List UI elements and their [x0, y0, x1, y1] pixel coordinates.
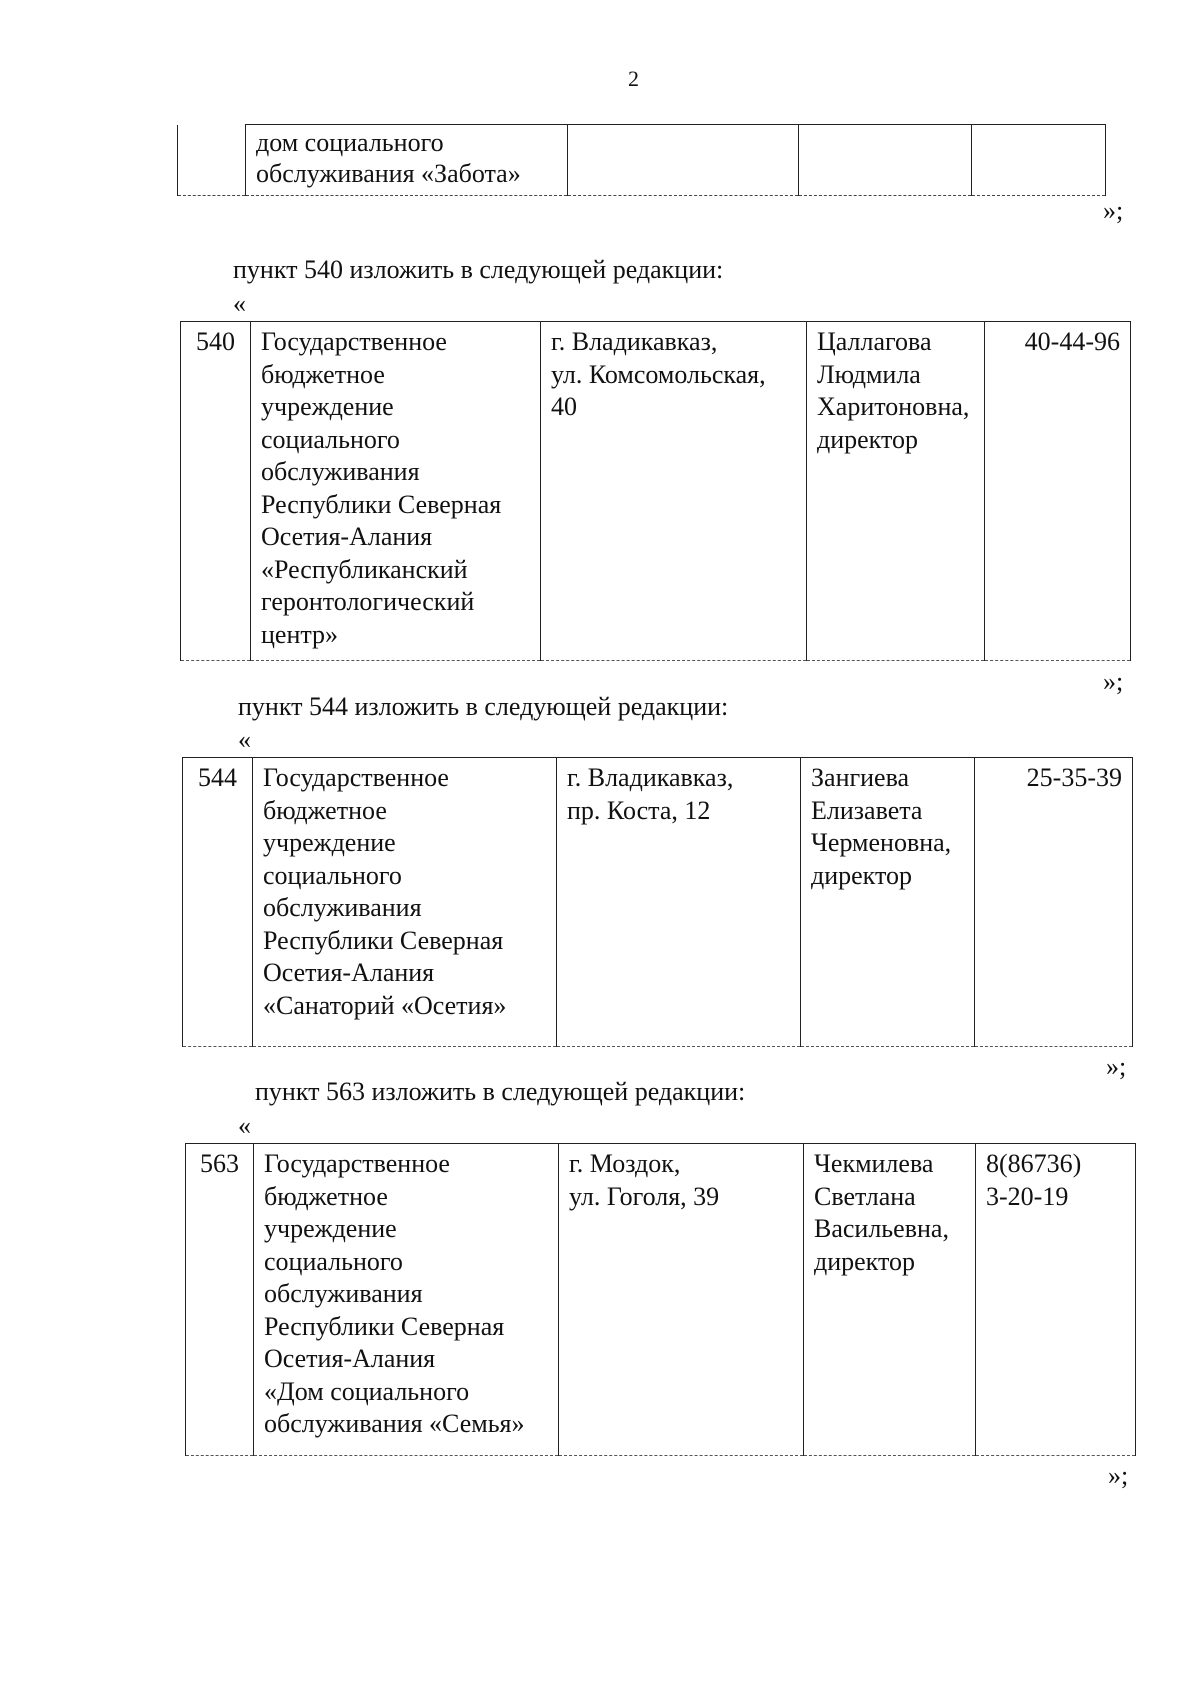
institution-name-cell: Государственное бюджетное учреждение социального обслуживания Республики Северная Осетия-Алания «Дом социального обслуживания «Семья»	[254, 1144, 559, 1456]
director-cell: Зангиева Елизавета Черменовна, директор	[801, 758, 975, 1047]
instruction-540: пункт 540 изложить в следующей редакции:	[233, 255, 724, 284]
entry-table-563	[185, 1143, 1136, 1456]
instruction-563: пункт 563 изложить в следующей редакции:	[255, 1077, 746, 1106]
entry-table-540	[180, 321, 1131, 661]
continuation-table	[177, 124, 1106, 196]
address-cell: г. Владикавказ, пр. Коста, 12	[557, 758, 801, 1047]
opening-quote: «	[233, 289, 246, 318]
phone-cell: 40-44-96	[985, 322, 1131, 661]
page-number: 2	[628, 66, 639, 91]
phone-cell: 25-35-39	[975, 758, 1133, 1047]
table-row	[178, 125, 1106, 196]
closing-quote: »;	[1108, 1461, 1129, 1490]
number-cell	[178, 125, 246, 196]
instruction-544: пункт 544 изложить в следующей редакции:	[238, 692, 729, 721]
number-cell: 563	[186, 1144, 254, 1456]
institution-name-cell: дом социального обслуживания «Забота»	[246, 125, 568, 196]
opening-quote: «	[238, 1111, 251, 1140]
director-cell: Чекмилева Светлана Васильевна, директор	[804, 1144, 976, 1456]
closing-quote: »;	[1103, 196, 1124, 225]
phone-cell	[972, 125, 1106, 196]
address-cell	[568, 125, 799, 196]
number-cell: 540	[181, 322, 251, 661]
entry-table-544	[182, 757, 1133, 1047]
phone-cell: 8(86736) 3-20-19	[976, 1144, 1136, 1456]
director-cell: Цаллагова Людмила Харитоновна, директор	[807, 322, 985, 661]
opening-quote: «	[238, 725, 251, 754]
address-cell: г. Моздок, ул. Гоголя, 39	[559, 1144, 804, 1456]
institution-name-cell: Государственное бюджетное учреждение социального обслуживания Республики Северная Осетия-Алания «Республиканский геронтологический центр»	[251, 322, 541, 661]
closing-quote: »;	[1103, 667, 1124, 696]
address-cell: г. Владикавказ, ул. Комсомольская, 40	[541, 322, 807, 661]
institution-name-cell: Государственное бюджетное учреждение социального обслуживания Республики Северная Осетия-Алания «Санаторий «Осетия»	[253, 758, 557, 1047]
table-row	[183, 758, 1133, 1047]
closing-quote: »;	[1106, 1052, 1127, 1081]
table-row	[181, 322, 1131, 661]
number-cell: 544	[183, 758, 253, 1047]
table-row	[186, 1144, 1136, 1456]
director-cell	[799, 125, 972, 196]
